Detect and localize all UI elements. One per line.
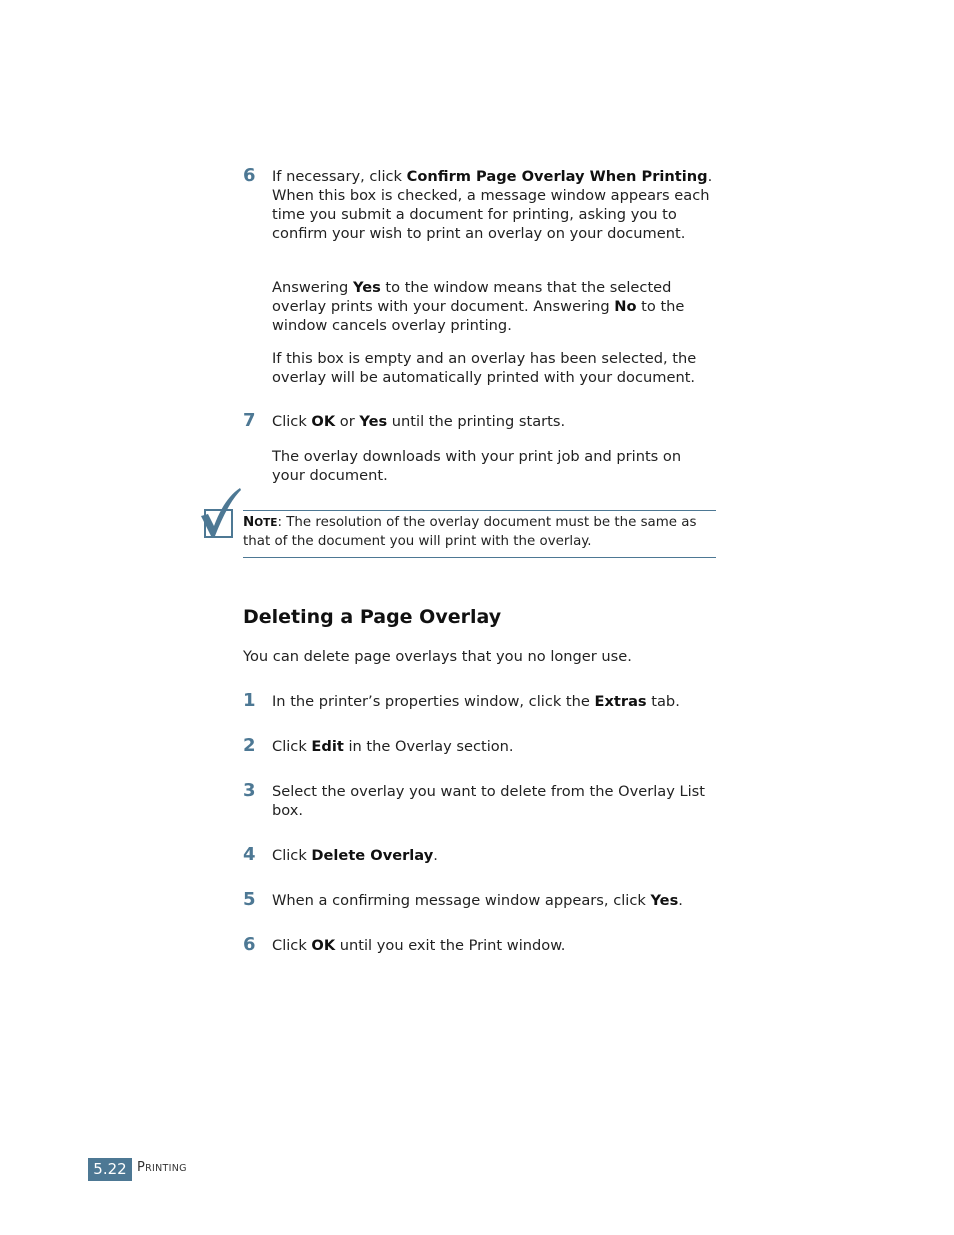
step-number: 3 [243,780,256,801]
step-text: When a confirming message window appears, click Yes. [272,892,683,909]
step-paragraph: If this box is empty and an overlay has been selected, the overlay will be automatically printed with your document. [272,350,697,386]
step-number: 2 [243,735,256,756]
step-number: 1 [243,690,256,711]
step-text: Click OK or Yes until the printing starts. [272,413,566,430]
note-top-rule [243,510,716,511]
footer-section-title: PRINTING [137,1160,187,1175]
step-text: Click Delete Overlay. [272,847,438,864]
step-number: 6 [243,934,256,955]
step-number: 7 [243,410,256,431]
step-text: Select the overlay you want to delete from the Overlay List box. [272,783,705,819]
note-text: NOTE: The resolution of the overlay document must be the same as that of the document you will print with the overlay. [243,515,697,549]
step-text: In the printer’s properties window, click the Extras tab. [272,693,680,710]
step-text: Click OK until you exit the Print window. [272,937,566,954]
step-number: 6 [243,165,256,186]
step-text: Click Edit in the Overlay section. [272,738,514,755]
step-text: If necessary, click Confirm Page Overlay When Printing. When this box is checked, a message window appears each time you submit a document for printing, asking you to confirm your wish to print an overlay on your document. [272,168,713,242]
section-heading: Deleting a Page Overlay [243,606,502,628]
step-paragraph: Answering Yes to the window means that the selected overlay prints with your document. Answering No to the window cancels overlay printing. [272,279,685,334]
step-number: 4 [243,844,256,865]
section-intro: You can delete page overlays that you no longer use. [243,648,632,665]
note-bottom-rule [243,557,716,558]
step-number: 5 [243,889,256,910]
step-paragraph: The overlay downloads with your print job and prints on your document. [272,448,682,484]
checkmark-note-icon [198,486,244,542]
page-number-badge: 5.22 [88,1158,132,1181]
